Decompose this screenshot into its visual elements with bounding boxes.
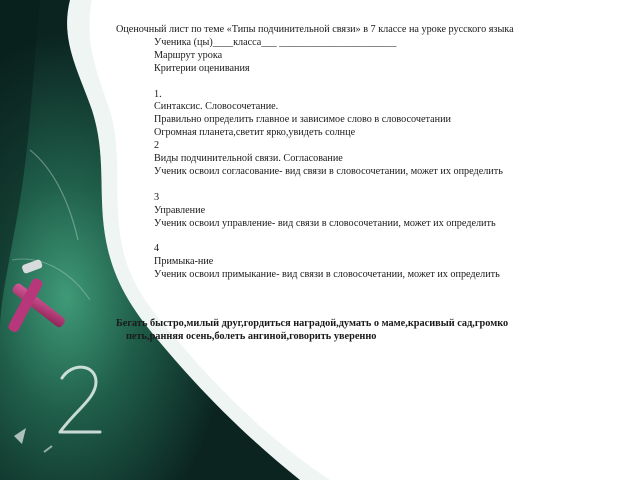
criterion-line: Примыка-ние <box>154 256 214 268</box>
criterion-line: Управление <box>154 204 206 216</box>
criterion-number: 2 <box>154 140 160 152</box>
criterion-line: Ученик освоил примыкание- вид связи в словосочетании, может их определить <box>154 269 500 281</box>
criterion-line: Синтаксис. Словосочетание. <box>154 101 279 113</box>
spacer <box>116 76 626 89</box>
exercise-line-2: петь,ранняя осень,болеть ангиной,говорить уверенно <box>126 331 377 343</box>
exercise-phrases <box>116 317 556 344</box>
criteria-heading: Критерии оценивания <box>154 62 250 74</box>
evaluation-sheet <box>116 24 626 282</box>
sheet-title: Оценочный лист по теме «Типы подчинительной связи» в 7 классе на уроке русского языка <box>116 24 514 35</box>
criterion-number: 1. <box>154 88 162 100</box>
criterion-number: 4 <box>154 243 160 255</box>
spacer <box>116 230 626 243</box>
exercise-line-1: Бегать быстро,милый друг,гордиться наградой,думать о маме,красивый сад,громко <box>116 318 509 329</box>
criterion-line: Ученик освоил согласование- вид связи в словосочетании, может их определить <box>154 165 503 177</box>
spacer <box>116 179 626 192</box>
criterion-line: Ученик освоил управление- вид связи в словосочетании, может их определить <box>154 217 496 229</box>
criterion-line: Виды подчинительной связи. Согласование <box>154 153 343 165</box>
lesson-route-heading: Маршрут урока <box>154 49 223 61</box>
criterion-line: Огромная планета,светит ярко,увидеть солнце <box>154 127 356 139</box>
criterion-number: 3 <box>154 191 160 203</box>
criterion-line: Правильно определить главное и зависимое слово в словосочетании <box>154 114 451 126</box>
student-class-line: Ученика (цы)____класса___ _______________________ <box>154 36 397 48</box>
